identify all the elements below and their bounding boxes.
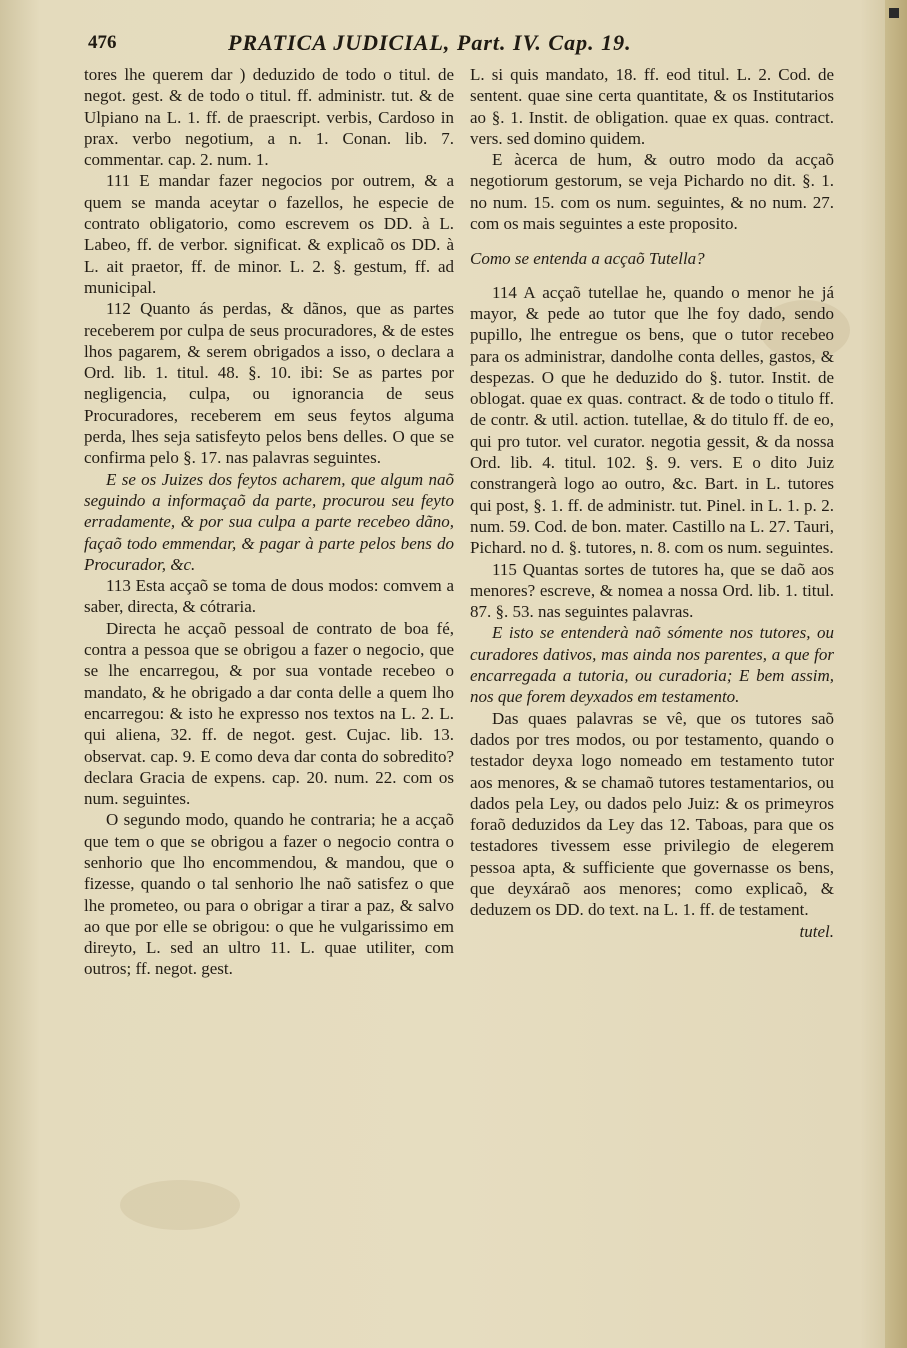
quoted-ordinance: E se os Juizes dos feytos acharem, que algum naõ seguindo a informaçaõ da parte, procurou seu feyto erradamente, & por sua culpa a parte recebeo dãno, façaõ todo emmendar, & pagar à parte pelos bens do Procurador, &c.	[84, 469, 454, 574]
paragraph-114: 114 A acçaõ tutellae he, quando o menor he já mayor, & pede ao tutor que lhe foy dado, sendo pupillo, lhe entregue os bens, que o tutor recebeo para os administrar, dandolhe conta delles, gastos, & despezas. O que he deduzido do §. tutor. Instit. de oblogat. quae ex quas. contract. & de todo o titulo ff. de contr. & util. action. tutellae, & do titulo ff. de eo, qui pro tutor. vel curator. negotia gessit, & da nossa Ord. lib. 4. titul. 102. §. 9. vers. E o dito Juiz constrangerà logo ao outro, &c. Bart. in L. tutores qui post, §. 1. ff. de administr. tut. Pinel. in L. 1. p. 2. num. 59. Cod. de bon. mater. Castillo na L. 27. Tauri, Pichard. no d. §. tutores, n. 8. com os num. seguintes.	[470, 282, 834, 558]
paragraph-contraria: O segundo modo, quando he contraria; he a acçaõ que tem o que se obrigou a fazer o negocio contra o senhorio que lho encommendou, & mandou, que o fizesse, quando o tal senhorio lhe naõ satisfez o que lhe prometeo, ou para o obrigar a tirar a paz, & salvo ao que por elle se obrigou: o que he vulgarissimo em direyto, L. sed an ultro 11. L. quae utiliter, com outros; ff. negot. gest.	[84, 810, 454, 979]
paragraph: Das quaes palavras se vê, que os tutores saõ dados por tres modos, ou por testamento, quando o testador deyxa logo nomeado em testamento tutor aos menores, & se chamaõ tutores testamentarios, ou dados pela Ley, ou dados pelo Juiz: & os primeyros foraõ deduzidos da Ley das 12. Taboas, para que os testadores tivessem esse privilegio de elegerem pessoa apta, & sufficiente que governasse os bens, que deyxáraõ aos menores; como explicaõ, & deduzem os DD. do text. na L. 1. ff. de testament.	[470, 708, 834, 920]
paragraph: tores lhe querem dar ) deduzido de todo o titul. de negot. gest. & de todo o titul. ff. administr. tut. & de Ulpiano na L. 1. ff. de praescript. verbis, Cardoso in prax. verbo negotium, a n. 1. Conan. lib. 7. commentar. cap. 2. num. 1.	[84, 65, 454, 170]
page-number: 476	[88, 32, 117, 53]
paragraph: L. si quis mandato, 18. ff. eod titul. L. 2. Cod. de sentent. quae sine certa quantitate, & os Institutarios ao §. 1. Instit. de obligation. quae ex quas. contract. vers. sed domino quidem.	[470, 65, 834, 148]
paragraph: E àcerca de hum, & outro modo da acçaõ negotiorum gestorum, se veja Pichardo no dit. §. 1. no num. 15. com os num. seguintes, & no num. 27. com os mais seguintes a este proposito.	[470, 150, 834, 234]
paragraph-112: 112 Quanto ás perdas, & dãnos, que as partes receberem por culpa de seus procuradores, & de estes lhos pagarem, & serem obrigados a isso, o declara a Ord. lib. 1. titul. 48. §. 10. ibi: Se as partes por negligencia, culpa, ou ignorancia de seus Procuradores, receberem em seus feytos alguma perda, lhes seja satisfeyto pelos bens delles. O que se confirma pelo §. 17. nas palavras seguintes.	[84, 299, 454, 468]
catchword: tutel.	[799, 921, 834, 941]
paper-stain	[120, 1180, 240, 1230]
paragraph-111: 111 E mandar fazer negocios por outrem, & a quem se manda aceytar o fazellos, he especie de contrato obligatorio, como escrevem os DD. à L. Labeo, ff. de verbor. significat. & explicaõ os DD. à L. ait praetor, ff. de minor. L. 2. §. gestum, ff. ad municipal.	[84, 171, 454, 297]
running-title: PRATICA JUDICIAL, Part. IV. Cap. 19.	[228, 30, 632, 55]
paragraph-directa: Directa he acçaõ pessoal de contrato de boa fé, contra a pessoa que se obrigou a fazer o negocio, que se lhe encarregou, & por sua vontade recebeo o mandato, & he obrigado a dar conta delle a quem lho encarregou: & isto he expresso nos textos na L. 2. L. qui aliena, 32. ff. de negot. gest. Cujac. lib. 13. observat. cap. 9. E como deva dar conta do sobredito? declara Gracia de expens. cap. 20. num. 22. com os num. seguintes.	[84, 618, 454, 809]
page-header	[88, 30, 828, 60]
right-column	[470, 64, 834, 942]
paragraph-113: 113 Esta acçaõ se toma de dous modos: comvem a saber, directa, & cótraria.	[84, 576, 454, 617]
page-edge	[885, 0, 907, 1348]
quoted-ordinance: E isto se entenderà naõ sómente nos tutores, ou curadores dativos, mas ainda nos parentes, a que for encarregada a tutoria, ou curadoria; E bem assim, nos que forem deyxados em testamento.	[470, 623, 834, 707]
section-heading: Como se entenda a acçaõ Tutella?	[470, 249, 705, 269]
scan-corner-mark	[889, 8, 899, 18]
paragraph-115: 115 Quantas sortes de tutores ha, que se daõ aos menores? escreve, & nomea a nossa Ord. lib. 1. titul. 87. §. 53. nas seguintes palavras.	[470, 559, 834, 622]
left-column	[84, 64, 454, 980]
